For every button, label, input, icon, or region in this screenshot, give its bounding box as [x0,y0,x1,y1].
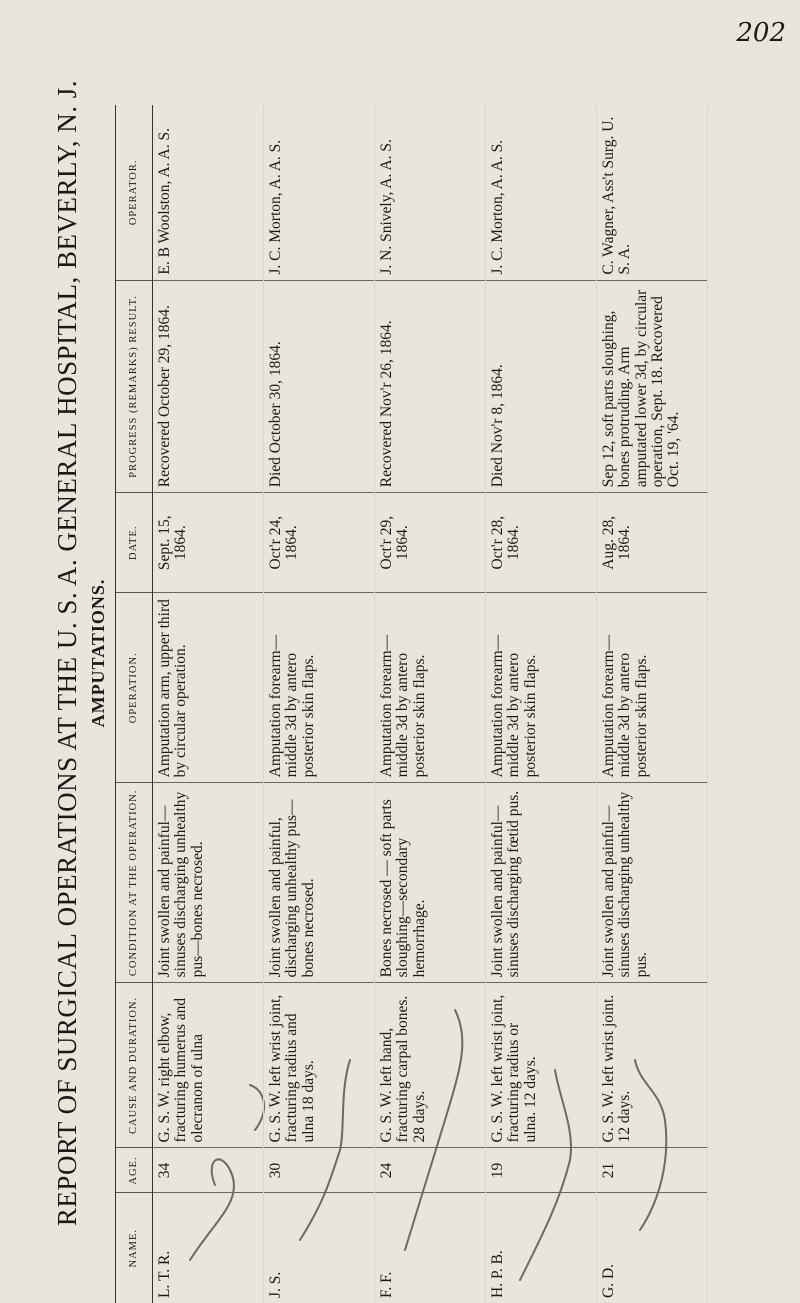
cell-result: Died October 30, 1864. [264,280,375,493]
cell-date: Sept. 15, 1864. [153,493,264,593]
cell-age: 30 [264,1148,375,1193]
cell-operator: J. C. Morton, A. A. S. [486,105,597,280]
cell-result: Sep 12, soft parts sloughing, bones protruding. Arm amputated lower 3d, by circular operation, Sept. 18. Recovered Oct. 19, '64. [597,280,708,493]
cell-condition: Joint swollen and painful—sinuses discharging fœtid pus. [486,783,597,983]
cell-age: 19 [486,1148,597,1193]
table-row [153,105,264,1303]
cell-operation: Amputation forearm—middle 3d by antero posterior skin flaps. [375,593,486,783]
cell-operation: Amputation arm, upper third by circular operation. [153,593,264,783]
cell-cause: G. S. W. left wrist joint, fracturing radius and ulna 18 days. [264,983,375,1148]
cell-condition: Bones necrosed — soft parts sloughing—secondary hemorrhage. [375,783,486,983]
cell-operator: E. B Woolston, A. A. S. [153,105,264,280]
cell-result: Recovered Nov'r 26, 1864. [375,280,486,493]
cell-condition: Joint swollen and painful—sinuses discharging unhealthy pus—bones necrosed. [153,783,264,983]
cell-operation: Amputation forearm—middle 3d by antero posterior skin flaps. [486,593,597,783]
cell-cause: G. S. W. left hand, fracturing carpal bones. 28 days. [375,983,486,1148]
cell-date: Oct'r 28, 1864. [486,493,597,593]
cell-age: 24 [375,1148,486,1193]
cell-date: Oct'r 29, 1864. [375,493,486,593]
cell-cause: G. S. W. right elbow, fracturing humerus and olecranon of ulna [153,983,264,1148]
report-subtitle: AMPUTATIONS. [88,578,108,728]
cell-condition: Joint swollen and painful—sinuses discharging unhealthy pus. [597,783,708,983]
header-condition: CONDITION AT THE OPERATION. [116,783,153,983]
cell-operator: J. C. Morton, A. A. S. [264,105,375,280]
header-operator: OPERATOR. [116,105,153,280]
cell-result: Recovered October 29, 1864. [153,280,264,493]
table-row [264,105,375,1303]
header-age: AGE. [116,1148,153,1193]
table-row [375,105,486,1303]
cell-operator: J. N. Snively, A. A. S. [375,105,486,280]
cell-date: Aug. 28, 1864. [597,493,708,593]
table-row [597,105,708,1303]
cell-name: L. T. R. [153,1193,264,1303]
table-header-row [116,105,153,1303]
cell-condition: Joint swollen and painful, discharging unhealthy pus—bones necrosed. [264,783,375,983]
cell-result: Died Nov'r 8, 1864. [486,280,597,493]
cell-operation: Amputation forearm—middle 3d by antero posterior skin flaps. [264,593,375,783]
cell-operation: Amputation forearm—middle 3d by antero posterior skin flaps. [597,593,708,783]
cell-operator: C. Wagner, Ass't Surg. U. S. A. [597,105,708,280]
cell-name: J. S. [264,1193,375,1303]
header-cause: CAUSE AND DURATION. [116,983,153,1148]
cell-cause: G. S. W. left wrist joint. 12 days. [597,983,708,1148]
report-title: REPORT OF SURGICAL OPERATIONS AT THE U. S. A. GENERAL HOSPITAL, BEVERLY, N. J. [52,79,82,1227]
amputations-table [115,105,708,1303]
cell-age: 34 [153,1148,264,1193]
header-result: PROGRESS (REMARKS) RESULT. [116,280,153,493]
cell-date: Oct'r 24, 1864. [264,493,375,593]
cell-name: H. P. B. [486,1193,597,1303]
header-date: DATE. [116,493,153,593]
cell-name: G. D. [597,1193,708,1303]
header-name: NAME. [116,1193,153,1303]
cell-name: F. F. [375,1193,486,1303]
cell-cause: G. S. W. left wrist joint, fracturing radius or ulna. 12 days. [486,983,597,1148]
table-row [486,105,597,1303]
header-operation: OPERATION. [116,593,153,783]
page-number: 202 [736,18,786,48]
cell-age: 21 [597,1148,708,1193]
